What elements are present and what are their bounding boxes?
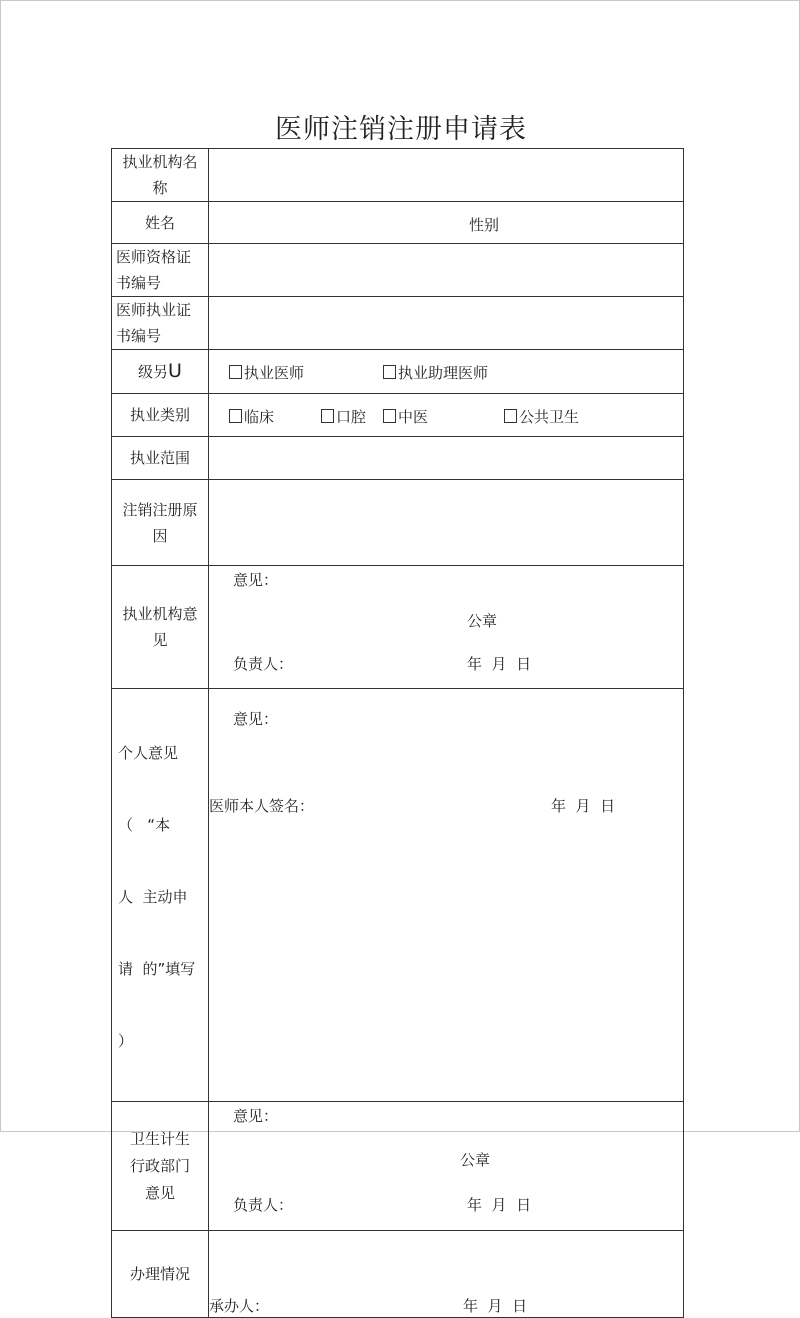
form-title: 医师注销注册申请表 <box>275 114 527 145</box>
personal-date-label: 年 月 日 <box>551 797 616 815</box>
health-seal-label: 公章 <box>460 1151 491 1169</box>
org-opinion-field[interactable] <box>209 566 684 689</box>
scope-field[interactable] <box>209 437 684 480</box>
org-date-label: 年 月 日 <box>467 655 532 673</box>
category-options <box>209 394 684 437</box>
org-name-field[interactable] <box>209 149 684 202</box>
level-label-mark: U <box>168 360 182 382</box>
health-dept-label: 卫生计生 行政部门 意见 <box>112 1102 209 1231</box>
org-opinion-prompt: 意见： <box>233 571 279 589</box>
level-option-assistant[interactable]: 执业助理医师 <box>383 362 488 383</box>
checkbox-icon[interactable] <box>229 365 242 379</box>
gender-label: 性别 <box>469 216 500 234</box>
application-form-table <box>111 148 684 1318</box>
checkbox-icon[interactable] <box>321 409 334 423</box>
qual-cert-field[interactable] <box>209 244 684 297</box>
category-option-dental[interactable]: 口腔 <box>321 406 366 427</box>
checkbox-icon[interactable] <box>504 409 517 423</box>
handling-date-label: 年 月 日 <box>463 1297 528 1315</box>
scope-label: 执业范围 <box>112 437 209 480</box>
handling-field[interactable] <box>209 1231 684 1318</box>
qual-cert-label: 医师资格证书编号 <box>112 244 209 297</box>
handler-label: 承办人： <box>209 1297 270 1315</box>
checkbox-icon[interactable] <box>383 365 396 379</box>
health-date-label: 年 月 日 <box>467 1196 532 1214</box>
health-dept-field[interactable] <box>209 1102 684 1231</box>
category-option-public-health[interactable]: 公共卫生 <box>504 406 579 427</box>
personal-opinion-prompt: 意见： <box>233 710 279 728</box>
name-gender-field[interactable] <box>209 202 684 244</box>
reason-field[interactable] <box>209 480 684 566</box>
checkbox-icon[interactable] <box>229 409 242 423</box>
org-opinion-label: 执业机构意见 <box>112 566 209 689</box>
level-options <box>209 350 684 394</box>
health-responsible-label: 负责人： <box>233 1196 294 1214</box>
handling-label: 办理情况 <box>112 1231 209 1318</box>
category-option-tcm[interactable]: 中医 <box>383 406 428 427</box>
org-seal-label: 公章 <box>467 612 498 630</box>
prac-cert-label: 医师执业证书编号 <box>112 297 209 350</box>
category-option-clinical[interactable]: 临床 <box>229 406 274 427</box>
reason-label: 注销注册原因 <box>112 480 209 566</box>
signature-label: 医师本人签名： <box>209 797 315 815</box>
personal-opinion-label: 个人意见 （ “本 人 主动申 请 的”填写 ） <box>112 689 209 1102</box>
checkbox-icon[interactable] <box>383 409 396 423</box>
health-opinion-prompt: 意见： <box>233 1107 279 1125</box>
org-name-label: 执业机构名称 <box>112 149 209 202</box>
personal-opinion-field[interactable] <box>209 689 684 1102</box>
level-option-physician[interactable]: 执业医师 <box>229 362 304 383</box>
prac-cert-field[interactable] <box>209 297 684 350</box>
org-responsible-label: 负责人： <box>233 655 294 673</box>
level-label: 级另U <box>112 350 209 394</box>
name-label: 姓名 <box>112 202 209 244</box>
category-label: 执业类别 <box>112 394 209 437</box>
